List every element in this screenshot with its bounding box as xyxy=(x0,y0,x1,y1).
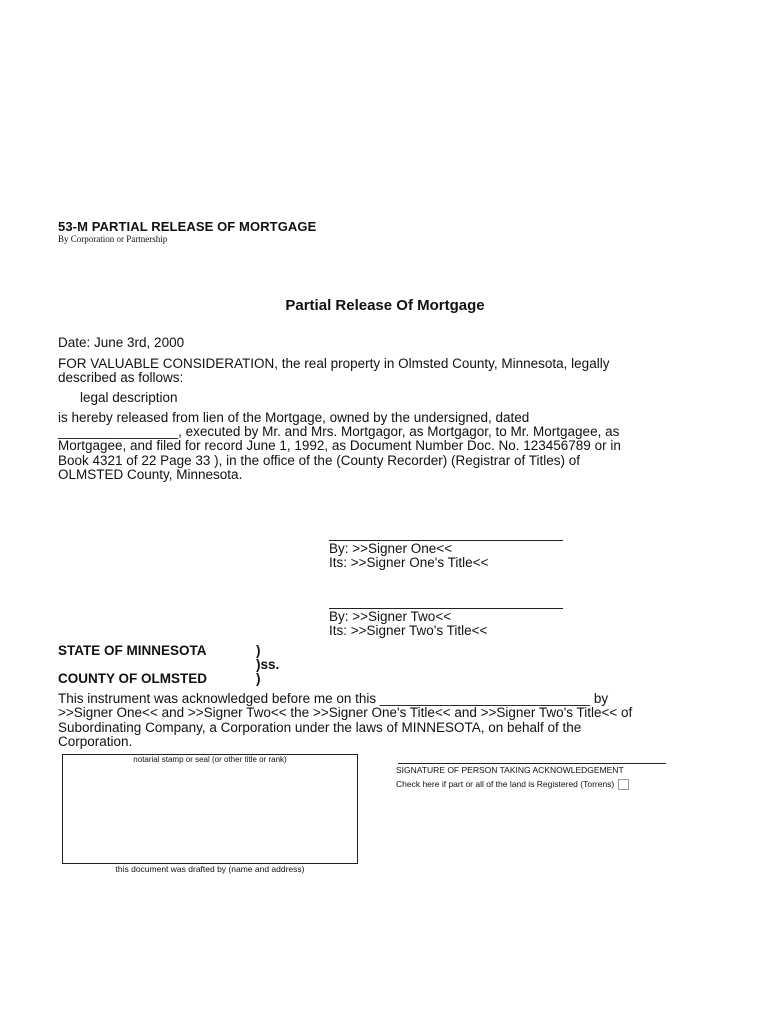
torrens-label: Check here if part or all of the land is Registered (Torrens) xyxy=(396,779,615,789)
document-title: Partial Release Of Mortgage xyxy=(285,297,485,314)
signer-one-title: Its: >>Signer One's Title<< xyxy=(329,555,489,570)
notary-signature-line xyxy=(398,763,666,764)
date-line: Date: June 3rd, 2000 xyxy=(58,335,185,350)
release-line-1: is hereby released from lien of the Mortgage, owned by the undersigned, dated xyxy=(58,410,530,425)
consideration-line-1: FOR VALUABLE CONSIDERATION, the real property in Olmsted County, Minnesota, legally xyxy=(58,356,610,371)
acknowledgment-line-3: Subordinating Company, a Corporation under the laws of MINNESOTA, on behalf of the xyxy=(58,720,582,735)
venue-county: COUNTY OF OLMSTED xyxy=(58,671,208,686)
notarial-stamp-box xyxy=(62,754,358,864)
acknowledgment-line-4: Corporation. xyxy=(58,734,133,749)
release-line-4: Book 4321 of 22 Page 33 ), in the office of the (County Recorder) (Registrar of Titles) of xyxy=(58,453,581,468)
form-title: 53-M PARTIAL RELEASE OF MORTGAGE xyxy=(58,219,317,234)
consideration-line-2: described as follows: xyxy=(58,370,184,385)
notary-signature-label: SIGNATURE OF PERSON TAKING ACKNOWLEDGEMENT xyxy=(396,765,624,775)
venue-paren-2: ) xyxy=(256,671,261,686)
venue-ss: )ss. xyxy=(256,657,280,672)
venue-state: STATE OF MINNESOTA xyxy=(58,643,207,658)
torrens-checkbox[interactable] xyxy=(618,779,629,790)
torrens-row xyxy=(396,779,629,790)
notarial-stamp-label: notarial stamp or seal (or other title or rank) xyxy=(133,755,287,764)
release-line-3: Mortgagee, and filed for record June 1, 1992, as Document Number Doc. No. 123456789 or in xyxy=(58,438,621,453)
acknowledgment-line-2: >>Signer One<< and >>Signer Two<< the >>Signer One's Title<< and >>Signer Two's Title<< of xyxy=(58,705,633,720)
signer-one-name: By: >>Signer One<< xyxy=(329,541,453,556)
form-subtitle: By Corporation or Partnership xyxy=(58,234,168,244)
drafted-by-label: this document was drafted by (name and address) xyxy=(115,864,305,874)
signer-two-title: Its: >>Signer Two's Title<< xyxy=(329,623,488,638)
venue-paren-1: ) xyxy=(256,643,261,658)
release-line-5: OLMSTED County, Minnesota. xyxy=(58,467,243,482)
release-line-2: ________________, executed by Mr. and Mrs. Mortgagor, as Mortgagor, to Mr. Mortgagee, as xyxy=(58,424,620,439)
signer-two-name: By: >>Signer Two<< xyxy=(329,609,452,624)
acknowledgment-line-1: This instrument was acknowledged before me on this ____________________________ by xyxy=(58,691,609,706)
legal-description: legal description xyxy=(80,390,178,405)
